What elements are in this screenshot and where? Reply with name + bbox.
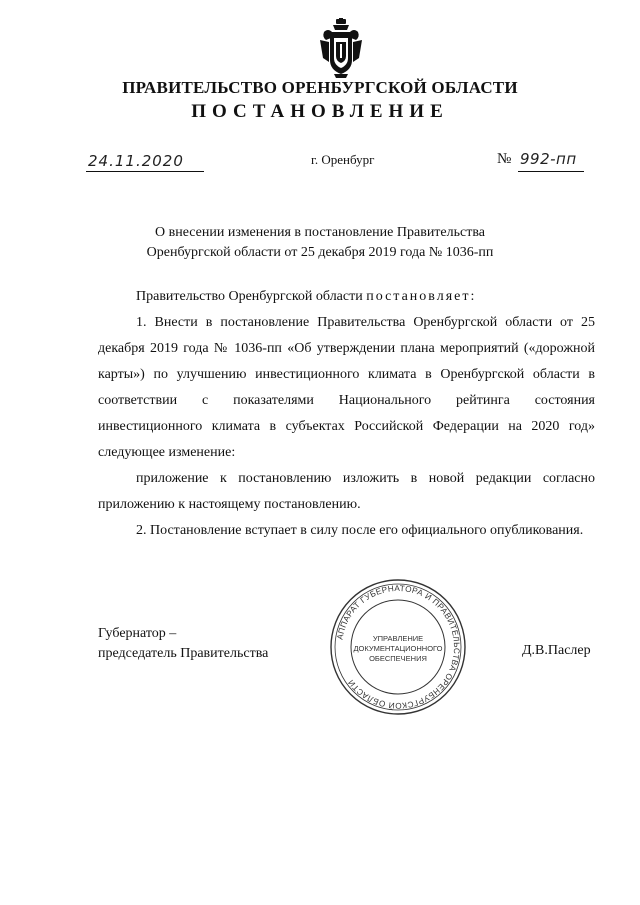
preamble <box>98 284 595 310</box>
document-date: 24.11.2020 <box>88 152 184 170</box>
organization-title: ПРАВИТЕЛЬСТВО ОРЕНБУРГСКОЙ ОБЛАСТИ <box>122 78 518 97</box>
position-line-1: Губернатор – <box>98 626 177 641</box>
subject-line-1: О внесении изменения в постановление Правительства <box>155 225 485 240</box>
document-number: 992-пп <box>520 150 577 168</box>
preamble-verb: постановляет: <box>366 289 477 304</box>
svg-text:ДОКУМЕНТАЦИОННОГО: ДОКУМЕНТАЦИОННОГО <box>353 644 443 653</box>
item-2: 2. Постановление вступает в силу после его официального опубликования. <box>136 523 584 538</box>
document-subject <box>0 223 640 263</box>
coat-of-arms-icon <box>318 18 364 78</box>
svg-text:ОБЕСПЕЧЕНИЯ: ОБЕСПЕЧЕНИЯ <box>369 654 427 663</box>
position-line-2: председатель Правительства <box>98 646 269 661</box>
signatory-name: Д.В.Паслер <box>522 643 591 658</box>
city: г. Оренбург <box>311 152 375 167</box>
svg-text:УПРАВЛЕНИЕ: УПРАВЛЕНИЕ <box>372 634 424 643</box>
signatory-position <box>98 624 268 664</box>
number-sign: № <box>497 151 512 167</box>
document-body <box>98 284 595 544</box>
subject-line-2: Оренбургской области от 25 декабря 2019 года № 1036-пп <box>146 245 494 260</box>
official-stamp <box>328 577 468 717</box>
item-1-detail: приложение к постановлению изложить в новой редакции согласно приложению к настоящему постановлению. <box>98 471 595 512</box>
item-1: 1. Внести в постановление Правительства Оренбургской области от 25 декабря 2019 года № 1036-пп «Об утверждении плана мероприятий («дорожной карты») по улучшению инвестиционного климата в Оренбургской области в соответствии с показателями Национального рейтинга состояния инвестиционного климата в субъектах Российской Федерации на 2020 год» следующее изменение: <box>98 315 595 460</box>
date-underline <box>86 171 204 172</box>
svg-text:АППАРАТ ГУБЕРНАТОРА И ПРАВИТЕЛ: АППАРАТ ГУБЕРНАТОРА И ПРАВИТЕЛЬСТВА ОРЕНБУРГСКОЙ ОБЛАСТИ <box>335 583 462 711</box>
document-type: ПОСТАНОВЛЕНИЕ <box>191 101 449 122</box>
number-underline <box>518 171 584 172</box>
preamble-text: Правительство Оренбургской области <box>136 289 367 304</box>
